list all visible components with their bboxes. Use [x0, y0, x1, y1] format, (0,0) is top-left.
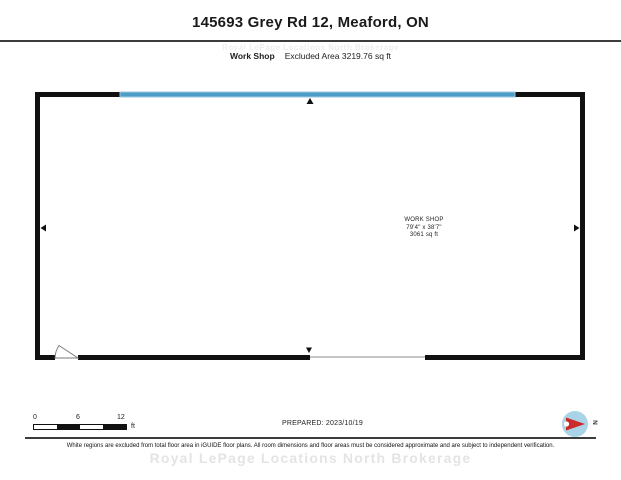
- compass: [560, 410, 602, 440]
- scale-tick-12: 12: [117, 414, 125, 421]
- marker-right-icon: [574, 225, 580, 232]
- scale-bar-segments: [33, 424, 127, 430]
- disclaimer-text: White regions are excluded from total floor area in iGUIDE floor plans. All room dimensions and floor areas must be considered approximate and are subject to independent verification.: [66, 443, 555, 449]
- garage-door-gray: [310, 356, 425, 358]
- watermark-bottom: Royal LePage Locations North Brokerage: [149, 450, 472, 466]
- scale-tick-6: 6: [76, 414, 80, 421]
- watermark-top: Royal LePage Locations North Brokerage: [222, 43, 399, 52]
- prepared-date: PREPARED: 2023/10/19: [282, 420, 363, 427]
- scale-segment: [57, 425, 80, 429]
- excluded-area-label: Excluded Area 3219.76 sq ft: [284, 51, 392, 61]
- garage-door-blue: [120, 92, 515, 97]
- marker-left-icon: [41, 225, 47, 232]
- scale-segment: [103, 425, 126, 429]
- footer-divider: [25, 437, 596, 439]
- scale-unit-label: ft: [131, 423, 135, 430]
- marker-top-icon: [307, 98, 314, 104]
- wall-left: [35, 92, 40, 360]
- room-label: [374, 217, 474, 240]
- room-area: 3061 sq ft: [409, 232, 439, 238]
- scale-segment: [34, 425, 57, 429]
- floor-name-label: Work Shop: [229, 51, 275, 61]
- compass-north-label: N: [590, 420, 598, 425]
- room-dimensions: 79'4" x 38'7": [406, 224, 442, 231]
- door-swing: [55, 346, 78, 359]
- page-title: 145693 Grey Rd 12, Meaford, ON: [192, 14, 429, 31]
- scale-bar: [33, 414, 173, 434]
- marker-bottom-icon: [306, 348, 312, 354]
- wall-right: [580, 92, 585, 360]
- scale-segment: [80, 425, 103, 429]
- scale-tick-0: 0: [33, 414, 37, 421]
- room-name: WORK SHOP: [404, 217, 444, 223]
